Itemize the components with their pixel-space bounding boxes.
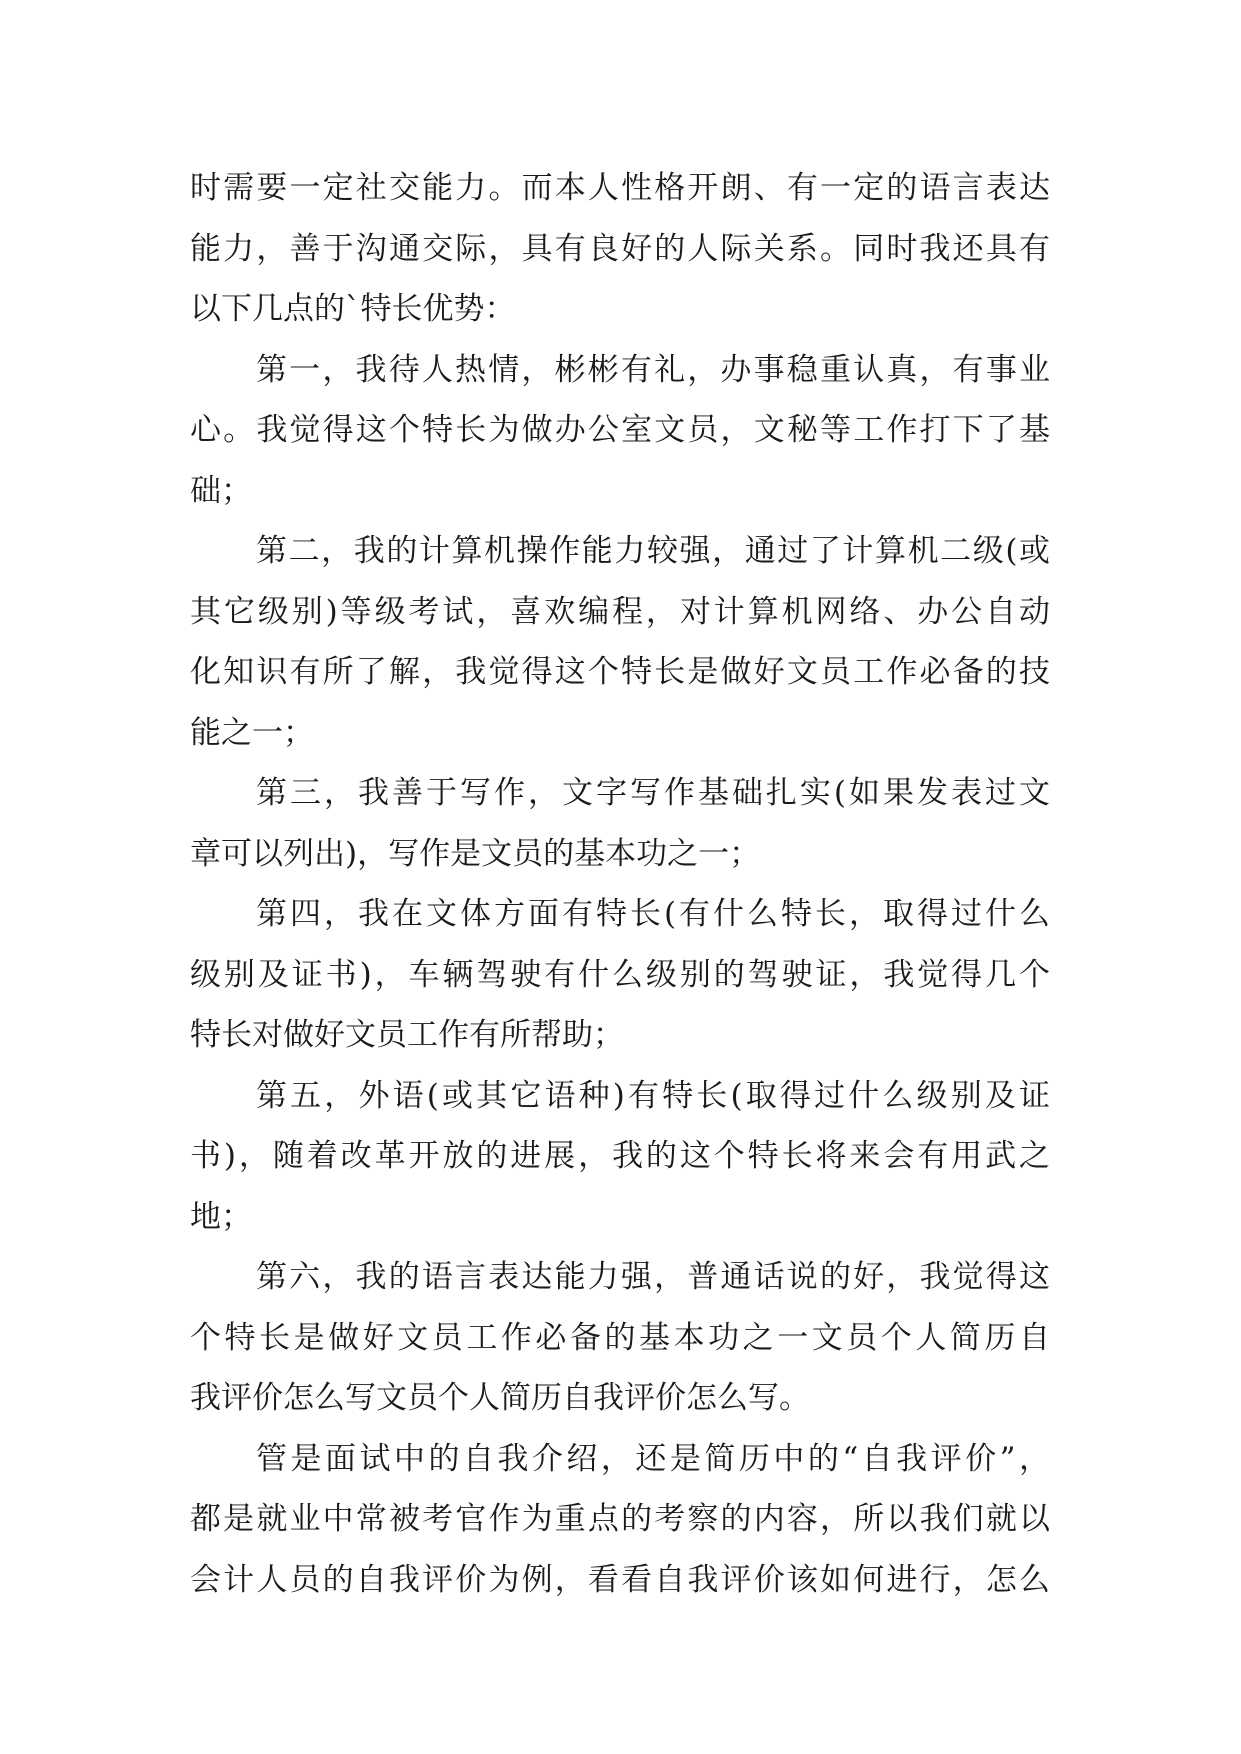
body-text [190, 158, 1050, 1610]
text-line: 地； [190, 1198, 252, 1235]
text-line: 第一，我待人热情，彬彬有礼，办事稳重认真，有事业 [256, 351, 1050, 388]
text-line: 章可以列出)，写作是文员的基本功之一； [190, 835, 761, 872]
paragraph-second-strength [190, 521, 1050, 763]
text-line: 特长对做好文员工作有所帮助； [190, 1017, 624, 1053]
text-line: 其它级别)等级考试，喜欢编程，对计算机网络、办公自动 [190, 593, 1050, 630]
text-line: 都是就业中常被考官作为重点的考察的内容，所以我们就以 [190, 1501, 1050, 1537]
text-line: 会计人员的自我评价为例，看看自我评价该如何进行，怎么 [190, 1561, 1050, 1598]
text-line: 管是面试中的自我介绍，还是简历中的“自我评价”， [256, 1440, 1050, 1477]
text-line: 个特长是做好文员工作必备的基本功之一文员个人简历自 [190, 1319, 1050, 1356]
text-line: 能之一； [190, 714, 314, 751]
text-line: 书)，随着改革开放的进展，我的这个特长将来会有用武之 [190, 1138, 1050, 1174]
text-line: 以下几点的`特长优势： [190, 291, 516, 327]
paragraph-fifth-strength [190, 1066, 1050, 1248]
paragraph-intro-continuation [190, 158, 1050, 340]
paragraph-first-strength [190, 340, 1050, 522]
text-line: 时需要一定社交能力。而本人性格开朗、有一定的语言表达 [190, 170, 1050, 206]
text-line: 级别及证书)，车辆驾驶有什么级别的驾驶证，我觉得几个 [190, 956, 1050, 993]
text-line: 第五，外语(或其它语种)有特长(取得过什么级别及证 [256, 1077, 1050, 1114]
paragraph-fourth-strength [190, 884, 1050, 1066]
text-line: 第二，我的计算机操作能力较强，通过了计算机二级(或 [256, 533, 1050, 569]
text-line: 能力，善于沟通交际，具有良好的人际关系。同时我还具有 [190, 230, 1050, 267]
text-line: 我评价怎么写文员个人简历自我评价怎么写。 [190, 1380, 810, 1416]
paragraph-third-strength [190, 763, 1050, 884]
text-line: 心。我觉得这个特长为做办公室文员，文秘等工作打下了基 [190, 412, 1050, 448]
text-line: 础； [190, 472, 252, 509]
paragraph-self-evaluation-intro [190, 1429, 1050, 1611]
text-line: 第三，我善于写作，文字写作基础扎实(如果发表过文 [256, 775, 1050, 811]
text-line: 第四，我在文体方面有特长(有什么特长，取得过什么 [256, 896, 1050, 932]
text-line: 化知识有所了解，我觉得这个特长是做好文员工作必备的技 [190, 654, 1050, 690]
paragraph-sixth-strength [190, 1247, 1050, 1429]
text-line: 第六，我的语言表达能力强，普通话说的好，我觉得这 [256, 1259, 1050, 1295]
